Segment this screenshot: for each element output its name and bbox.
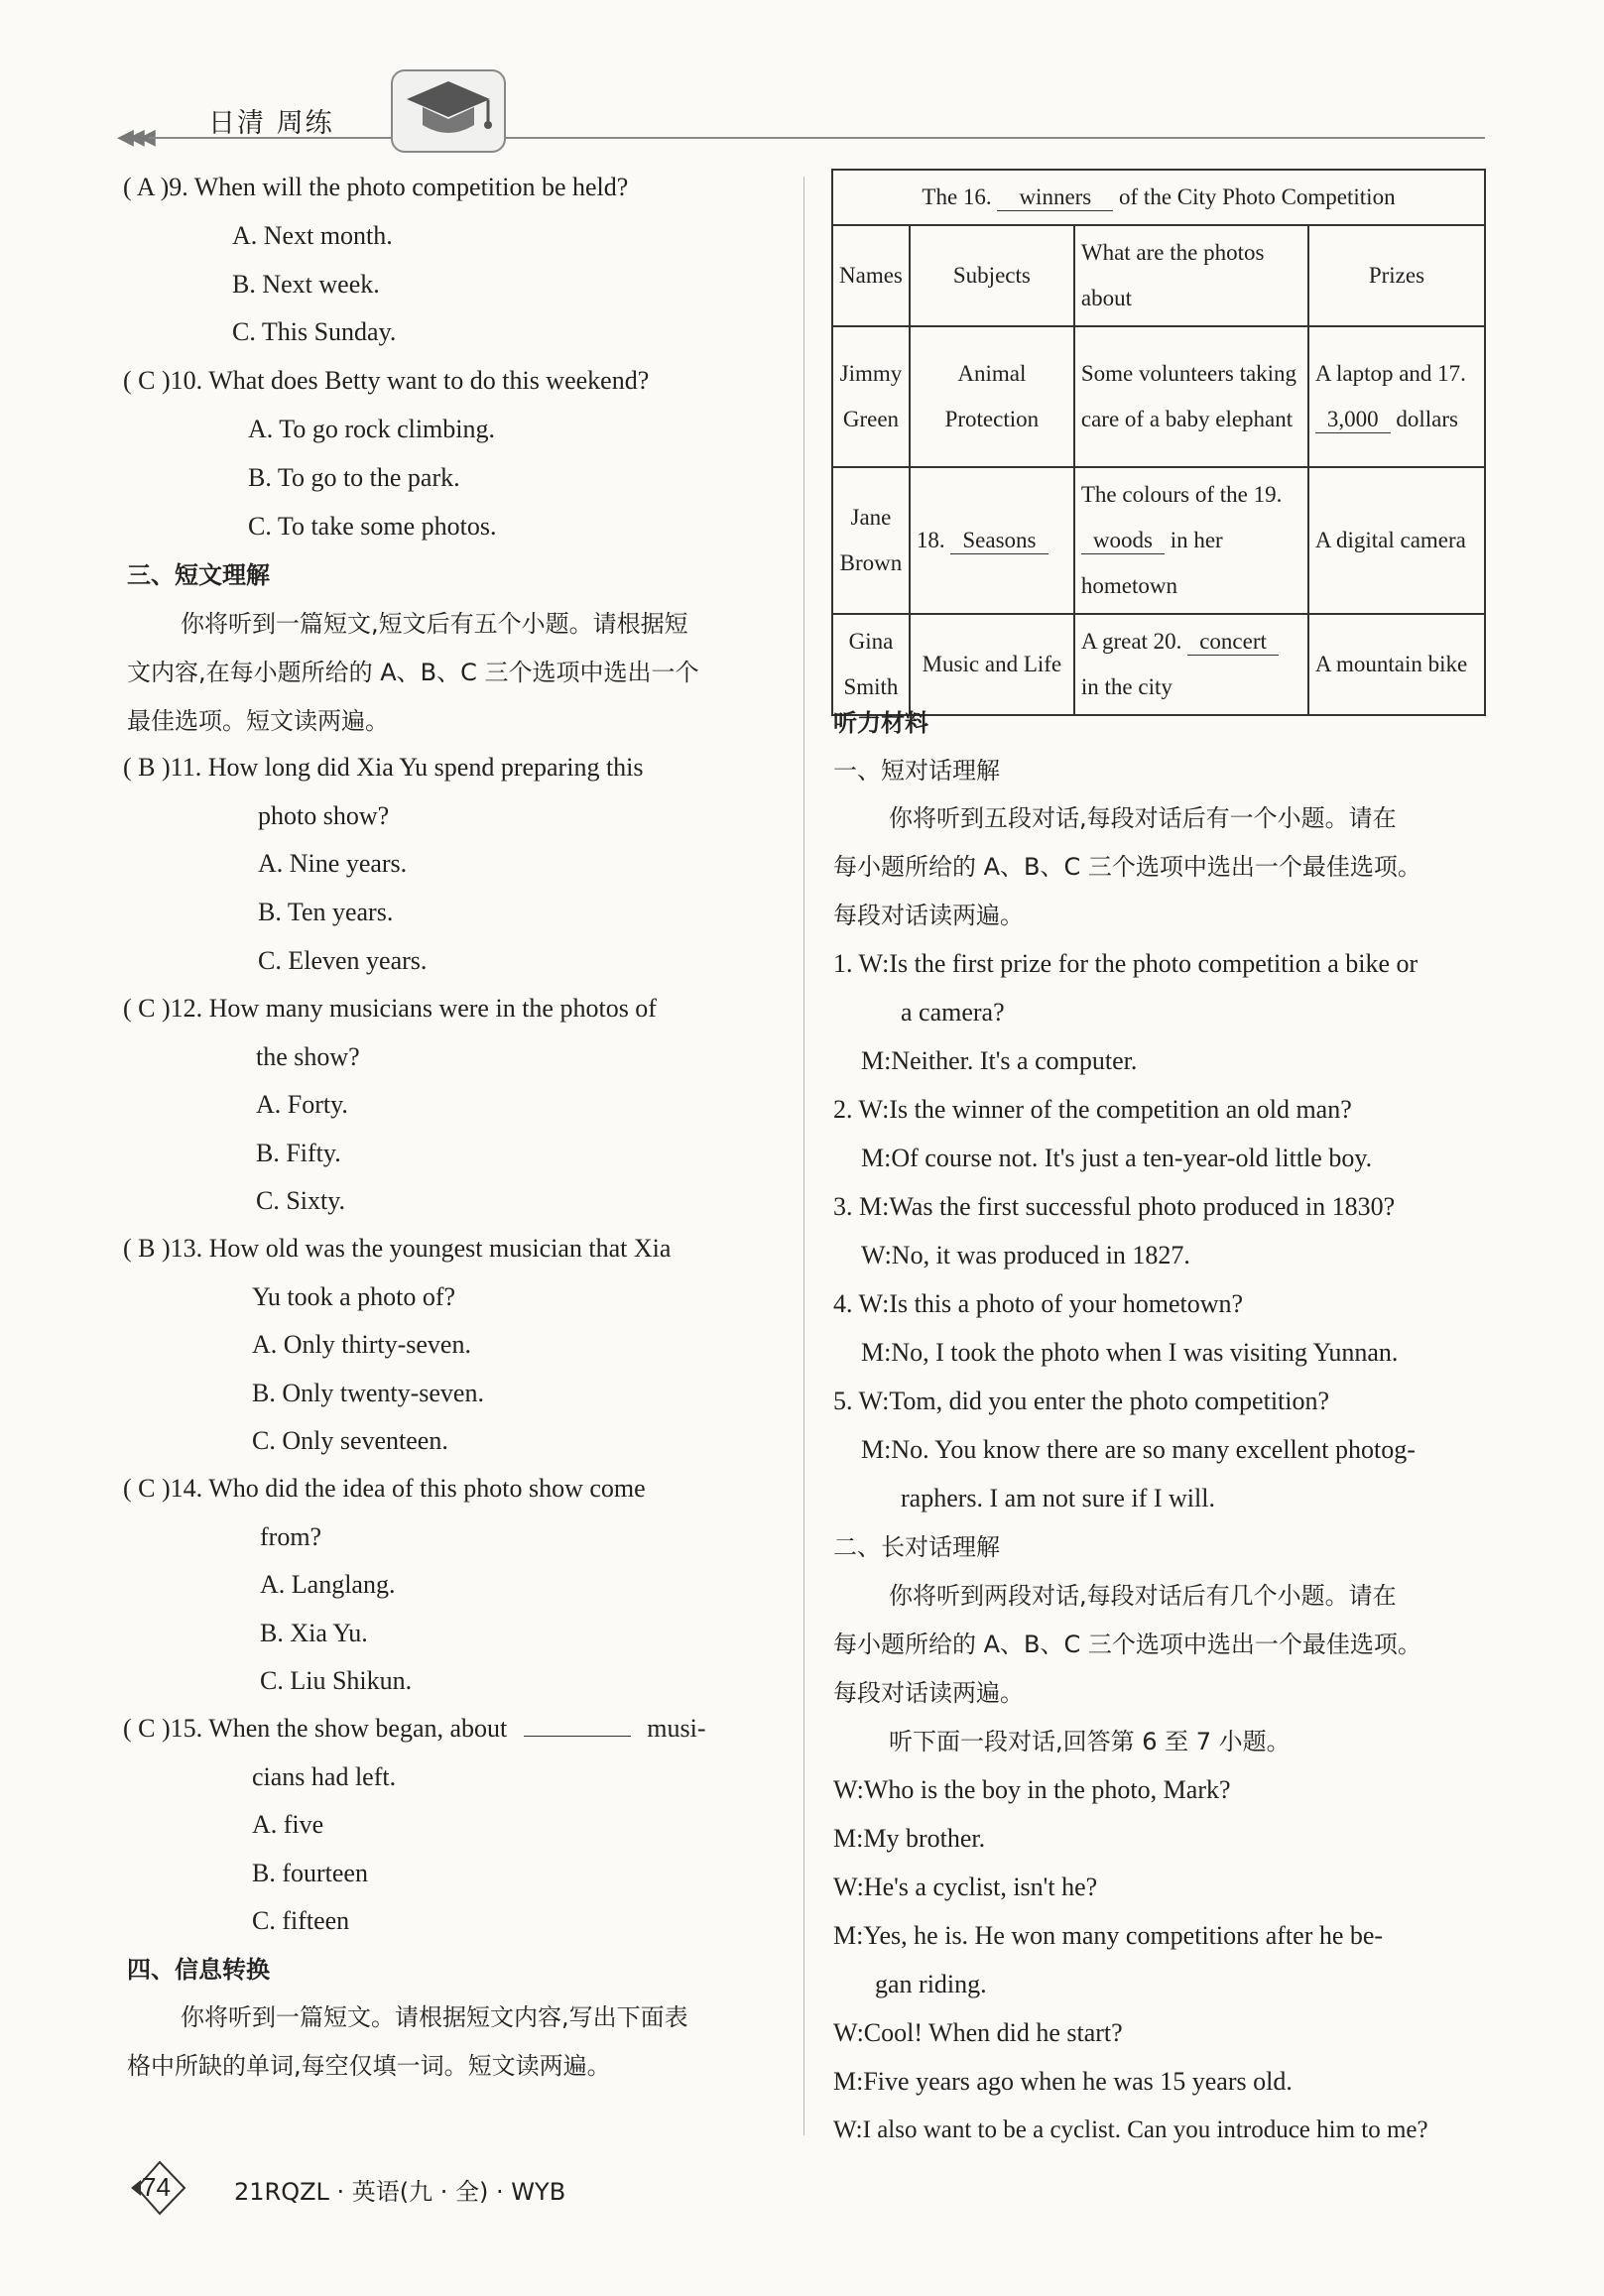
section-4-instruction: 格中所缺的单词,每空仅填一词。短文读两遍。 xyxy=(127,2052,611,2080)
option-b: B. Xia Yu. xyxy=(260,1619,368,1647)
header-arrows-icon: ◀◀◀ xyxy=(117,125,150,150)
table-title xyxy=(832,170,1485,225)
section-1-instruction: 你将听到五段对话,每段对话后有一个小题。请在 xyxy=(889,804,1397,832)
answer-blank xyxy=(524,1712,631,1737)
dialogue-line: W:Cool! When did he start? xyxy=(833,2018,1123,2047)
option-b: B. Next week. xyxy=(232,270,380,299)
section-4-title: 四、信息转换 xyxy=(127,1956,270,1984)
option-a: A. To go rock climbing. xyxy=(248,415,496,443)
option-c: C. Sixty. xyxy=(256,1186,346,1215)
dialogue-line: M:Yes, he is. He won many competitions after he be- xyxy=(833,1921,1384,1950)
about-text-end: in the city xyxy=(1080,674,1172,699)
answer-16: winners xyxy=(997,184,1113,211)
row-about xyxy=(1074,614,1308,715)
header-subjects: Subjects xyxy=(910,225,1074,326)
header-prizes: Prizes xyxy=(1308,225,1485,326)
subject-number: 18. xyxy=(916,528,945,552)
section-1-title: 一、短对话理解 xyxy=(833,757,1000,785)
answer-17: 3,000 xyxy=(1315,407,1391,433)
header-names: Names xyxy=(832,225,910,326)
option-b: B. Ten years. xyxy=(258,898,394,926)
question-11-cont: photo show? xyxy=(258,801,390,830)
dialogue-line: M:No, I took the photo when I was visiting Yunnan. xyxy=(861,1338,1399,1367)
dialogue-line: W:He's a cyclist, isn't he? xyxy=(833,1873,1098,1901)
dialogue-line: 5. W:Tom, did you enter the photo competition? xyxy=(833,1387,1330,1415)
question-13: ( B )13. How old was the youngest musician that Xia xyxy=(123,1234,672,1263)
dialogue-line: W:No, it was produced in 1827. xyxy=(861,1241,1190,1269)
header-title: 日清 周练 xyxy=(208,108,334,139)
table-title-pre: The 16. xyxy=(922,184,992,209)
dialogue-line: W:Who is the boy in the photo, Mark? xyxy=(833,1775,1231,1804)
row-name: Gina Smith xyxy=(832,614,910,715)
section-3-instruction: 你将听到一篇短文,短文后有五个小题。请根据短 xyxy=(181,610,688,638)
header-about: What are the photos about xyxy=(1074,225,1308,326)
dialogue-line: W:I also want to be a cyclist. Can you introduce him to me? xyxy=(833,2116,1428,2143)
section-1-instruction: 每段对话读两遍。 xyxy=(833,902,1024,929)
dialogue-line: raphers. I am not sure if I will. xyxy=(901,1484,1215,1512)
dialogue-line: M:Of course not. It's just a ten-year-old little boy. xyxy=(861,1144,1373,1172)
option-a: A. Nine years. xyxy=(258,849,408,878)
row-subject xyxy=(910,467,1074,614)
section-3-title: 三、短文理解 xyxy=(127,561,270,589)
row-prize xyxy=(1308,326,1485,467)
section-1-instruction: 每小题所给的 A、B、C 三个选项中选出一个最佳选项。 xyxy=(833,853,1421,881)
section-4-instruction: 你将听到一篇短文。请根据短文内容,写出下面表 xyxy=(181,2003,688,2031)
section-3-instruction: 文内容,在每小题所给的 A、B、C 三个选项中选出一个 xyxy=(127,659,699,686)
option-b: B. To go to the park. xyxy=(248,463,460,492)
option-c: C. Only seventeen. xyxy=(252,1426,448,1455)
dialogue-line: 4. W:Is this a photo of your hometown? xyxy=(833,1289,1244,1318)
dialogue-line: M:Neither. It's a computer. xyxy=(861,1046,1138,1075)
dialogue-line: M:My brother. xyxy=(833,1824,986,1853)
question-15-text: ( C )15. When the show began, about xyxy=(123,1714,508,1743)
question-12: ( C )12. How many musicians were in the photos of xyxy=(123,994,657,1023)
section-2-title: 二、长对话理解 xyxy=(833,1533,1000,1561)
header-rule xyxy=(149,137,1485,139)
option-c: C. Liu Shikun. xyxy=(260,1666,413,1695)
question-15-cont: cians had left. xyxy=(252,1762,397,1791)
dialogue-line: M:Five years ago when he was 15 years old. xyxy=(833,2067,1293,2096)
dialogue-line: gan riding. xyxy=(875,1970,987,1998)
option-a: A. five xyxy=(252,1810,324,1839)
option-b: B. Only twenty-seven. xyxy=(252,1379,484,1407)
section-2-instruction: 每小题所给的 A、B、C 三个选项中选出一个最佳选项。 xyxy=(833,1631,1421,1658)
row-about: Some volunteers taking care of a baby elephant xyxy=(1074,326,1308,467)
option-c: C. To take some photos. xyxy=(248,512,497,541)
question-12-cont: the show? xyxy=(256,1042,360,1071)
question-13-cont: Yu took a photo of? xyxy=(252,1282,456,1311)
graduation-cap-icon xyxy=(391,69,506,153)
table-title-post: of the City Photo Competition xyxy=(1119,184,1396,209)
question-15 xyxy=(123,1712,706,1746)
option-a: A. Langlang. xyxy=(260,1570,396,1599)
row-prize: A mountain bike xyxy=(1308,614,1485,715)
question-15-text-end: musi- xyxy=(647,1714,706,1743)
page-header xyxy=(0,0,1604,159)
section-3-instruction: 最佳选项。短文读两遍。 xyxy=(127,707,389,735)
option-c: C. fifteen xyxy=(252,1906,350,1935)
row-subject: Animal Protection xyxy=(910,326,1074,467)
option-a: A. Only thirty-seven. xyxy=(252,1330,471,1359)
dialogue-line: M:No. You know there are so many excellent photog- xyxy=(861,1435,1416,1464)
answer-18: Seasons xyxy=(950,528,1048,554)
section-2-instruction: 听下面一段对话,回答第 6 至 7 小题。 xyxy=(889,1728,1291,1755)
page-number: 74 xyxy=(142,2172,171,2202)
dialogue-line: a camera? xyxy=(901,998,1005,1027)
prize-text-end: dollars xyxy=(1396,407,1458,431)
option-c: C. Eleven years. xyxy=(258,946,428,975)
option-c: C. This Sunday. xyxy=(232,317,397,346)
prize-text: A laptop and 17. xyxy=(1314,361,1466,386)
about-text: A great 20. xyxy=(1080,629,1182,654)
option-b: B. Fifty. xyxy=(256,1139,341,1167)
section-2-instruction: 每段对话读两遍。 xyxy=(833,1679,1024,1707)
row-name: Jimmy Green xyxy=(832,326,910,467)
column-divider xyxy=(803,177,804,2135)
dialogue-line: 2. W:Is the winner of the competition an old man? xyxy=(833,1095,1352,1124)
competition-table xyxy=(831,169,1486,716)
dialogue-line: 3. M:Was the first successful photo produced in 1830? xyxy=(833,1192,1396,1221)
about-text: The colours of the 19. xyxy=(1080,482,1283,507)
option-a: A. Forty. xyxy=(256,1090,348,1119)
about-text-end: in her hometown xyxy=(1080,528,1223,598)
row-prize: A digital camera xyxy=(1308,467,1485,614)
question-14: ( C )14. Who did the idea of this photo show come xyxy=(123,1474,646,1503)
row-name: Jane Brown xyxy=(832,467,910,614)
option-b: B. fourteen xyxy=(252,1859,368,1887)
answer-20: concert xyxy=(1187,629,1279,656)
footer-code: 21RQZL · 英语(九 · 全) · WYB xyxy=(234,2178,566,2206)
row-about xyxy=(1074,467,1308,614)
answer-19: woods xyxy=(1081,528,1165,554)
option-a: A. Next month. xyxy=(232,221,393,250)
question-9: ( A )9. When will the photo competition be held? xyxy=(123,173,629,201)
section-2-instruction: 你将听到两段对话,每段对话后有几个小题。请在 xyxy=(889,1582,1397,1610)
row-subject: Music and Life xyxy=(910,614,1074,715)
question-14-cont: from? xyxy=(260,1522,322,1551)
question-10: ( C )10. What does Betty want to do this weekend? xyxy=(123,366,650,395)
listening-heading: 听力材料 xyxy=(833,709,928,737)
page-number-badge xyxy=(129,2158,190,2218)
dialogue-line: 1. W:Is the first prize for the photo competition a bike or xyxy=(833,949,1419,978)
question-11: ( B )11. How long did Xia Yu spend preparing this xyxy=(123,753,644,782)
